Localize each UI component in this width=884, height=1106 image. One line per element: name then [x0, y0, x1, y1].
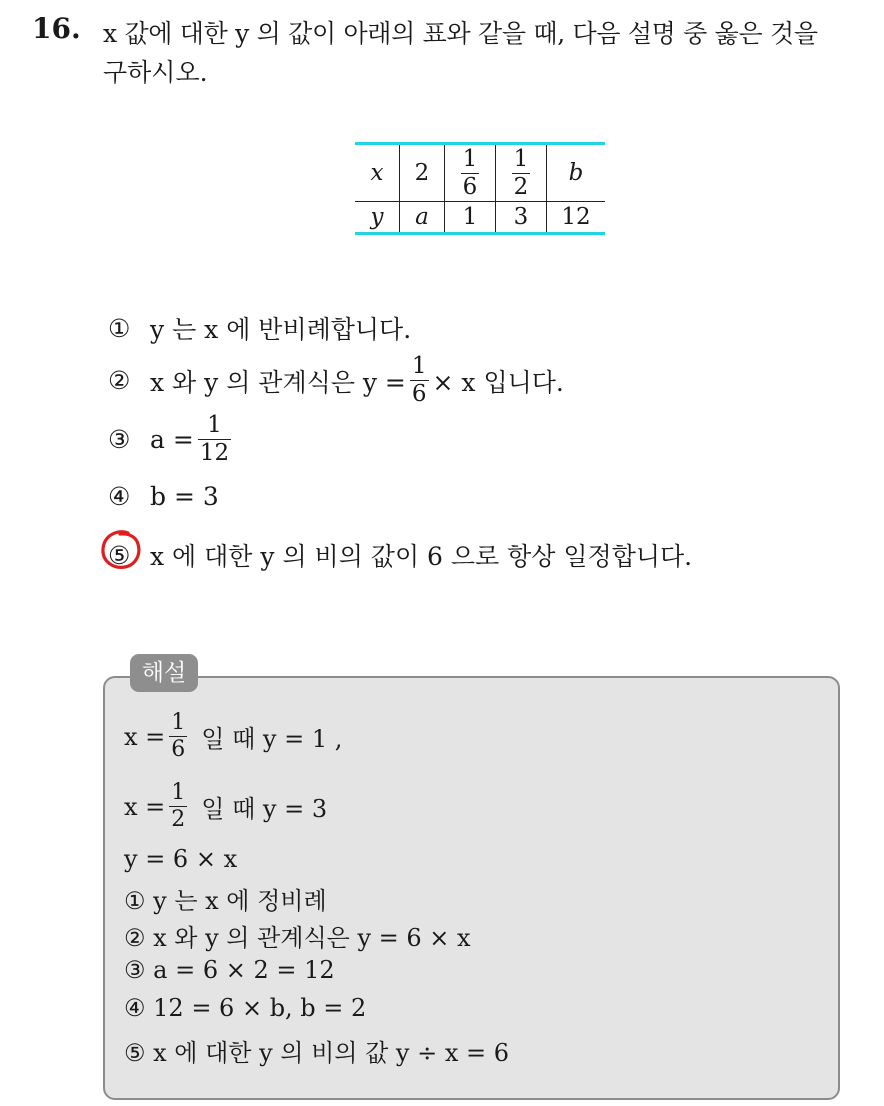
choice-number: ②: [108, 366, 131, 395]
table-cell: 1: [445, 202, 496, 234]
fraction: [461, 145, 480, 200]
fraction-numerator: 1: [411, 353, 427, 379]
table-cell: a: [400, 202, 445, 234]
choice-text: x 에 대한 y 의 비의 값이 6 으로 항상 일정합니다.: [150, 542, 693, 571]
fraction-numerator: 1: [207, 412, 222, 438]
explanation-line-1: [124, 712, 342, 761]
explanation-line-5: ② x 와 y 의 관계식은 y = 6 × x: [124, 924, 471, 952]
fraction-numerator: 1: [462, 145, 478, 172]
choice-text: y 는 x 에 반비례합니다.: [150, 315, 412, 344]
fraction-denominator: 6: [411, 381, 427, 407]
fraction-denominator: 12: [199, 440, 230, 466]
table-cell: 2: [400, 144, 445, 202]
choice-4[interactable]: [108, 482, 219, 511]
choice-text: × x 입니다.: [432, 367, 564, 397]
explanation-text: 일 때 y = 1 ,: [201, 725, 343, 753]
choice-number: ⑤: [108, 540, 131, 570]
choice-5[interactable]: [108, 537, 692, 573]
fraction-denominator: 2: [171, 807, 186, 832]
choice-text: x 와 y 의 관계식은 y =: [150, 367, 406, 397]
choice-3[interactable]: [108, 414, 235, 465]
xy-value-table: [355, 142, 605, 235]
fraction-numerator: 1: [513, 145, 529, 172]
explanation-line-6: ③ a = 6 × 2 = 12: [124, 956, 335, 984]
explanation-line-4: ① y 는 x 에 정비례: [124, 887, 327, 915]
table-cell: x: [355, 144, 400, 202]
explanation-text: x =: [124, 792, 166, 821]
choice-1[interactable]: [108, 310, 411, 346]
table-row-x: [355, 144, 605, 202]
table-cell: y: [355, 202, 400, 234]
fraction-denominator: 2: [513, 173, 529, 200]
table-cell: [445, 144, 496, 202]
choice-2[interactable]: [108, 355, 564, 406]
fraction-denominator: 6: [462, 173, 478, 200]
question-stem-line2: 구하시오.: [103, 58, 208, 87]
table-row-y: [355, 202, 605, 234]
fraction: [169, 782, 187, 831]
fraction: [169, 712, 187, 761]
choice-number: ③: [108, 425, 131, 454]
table-cell: b: [547, 144, 606, 202]
table-cell: 3: [496, 202, 547, 234]
choice-number: ④: [108, 482, 131, 511]
choice-text: b = 3: [150, 482, 219, 511]
fraction: [198, 414, 231, 465]
fraction: [410, 355, 429, 406]
explanation-line-3: y = 6 × x: [124, 845, 238, 873]
question-number: 16.: [32, 12, 81, 45]
table-cell: [496, 144, 547, 202]
question-stem-line1: x 값에 대한 y 의 값이 아래의 표와 같을 때, 다음 설명 중 옳은 것을: [103, 19, 818, 48]
table-cell: 12: [547, 202, 606, 234]
answer-circle-mark-icon: [98, 527, 144, 573]
choice-text: a =: [150, 425, 194, 454]
explanation-text: x =: [124, 722, 166, 751]
explanation-text: 일 때 y = 3: [201, 795, 328, 823]
explanation-line-2: [124, 782, 327, 831]
fraction-denominator: 6: [171, 737, 186, 762]
fraction-numerator: 1: [171, 780, 186, 805]
fraction: [512, 145, 531, 200]
explanation-line-7: ④ 12 = 6 × b, b = 2: [124, 994, 367, 1022]
fraction-numerator: 1: [171, 710, 186, 735]
explanation-line-8: ⑤ x 에 대한 y 의 비의 값 y ÷ x = 6: [124, 1039, 510, 1067]
choice-number: ①: [108, 313, 131, 343]
explanation-tab: 해설: [130, 654, 198, 692]
